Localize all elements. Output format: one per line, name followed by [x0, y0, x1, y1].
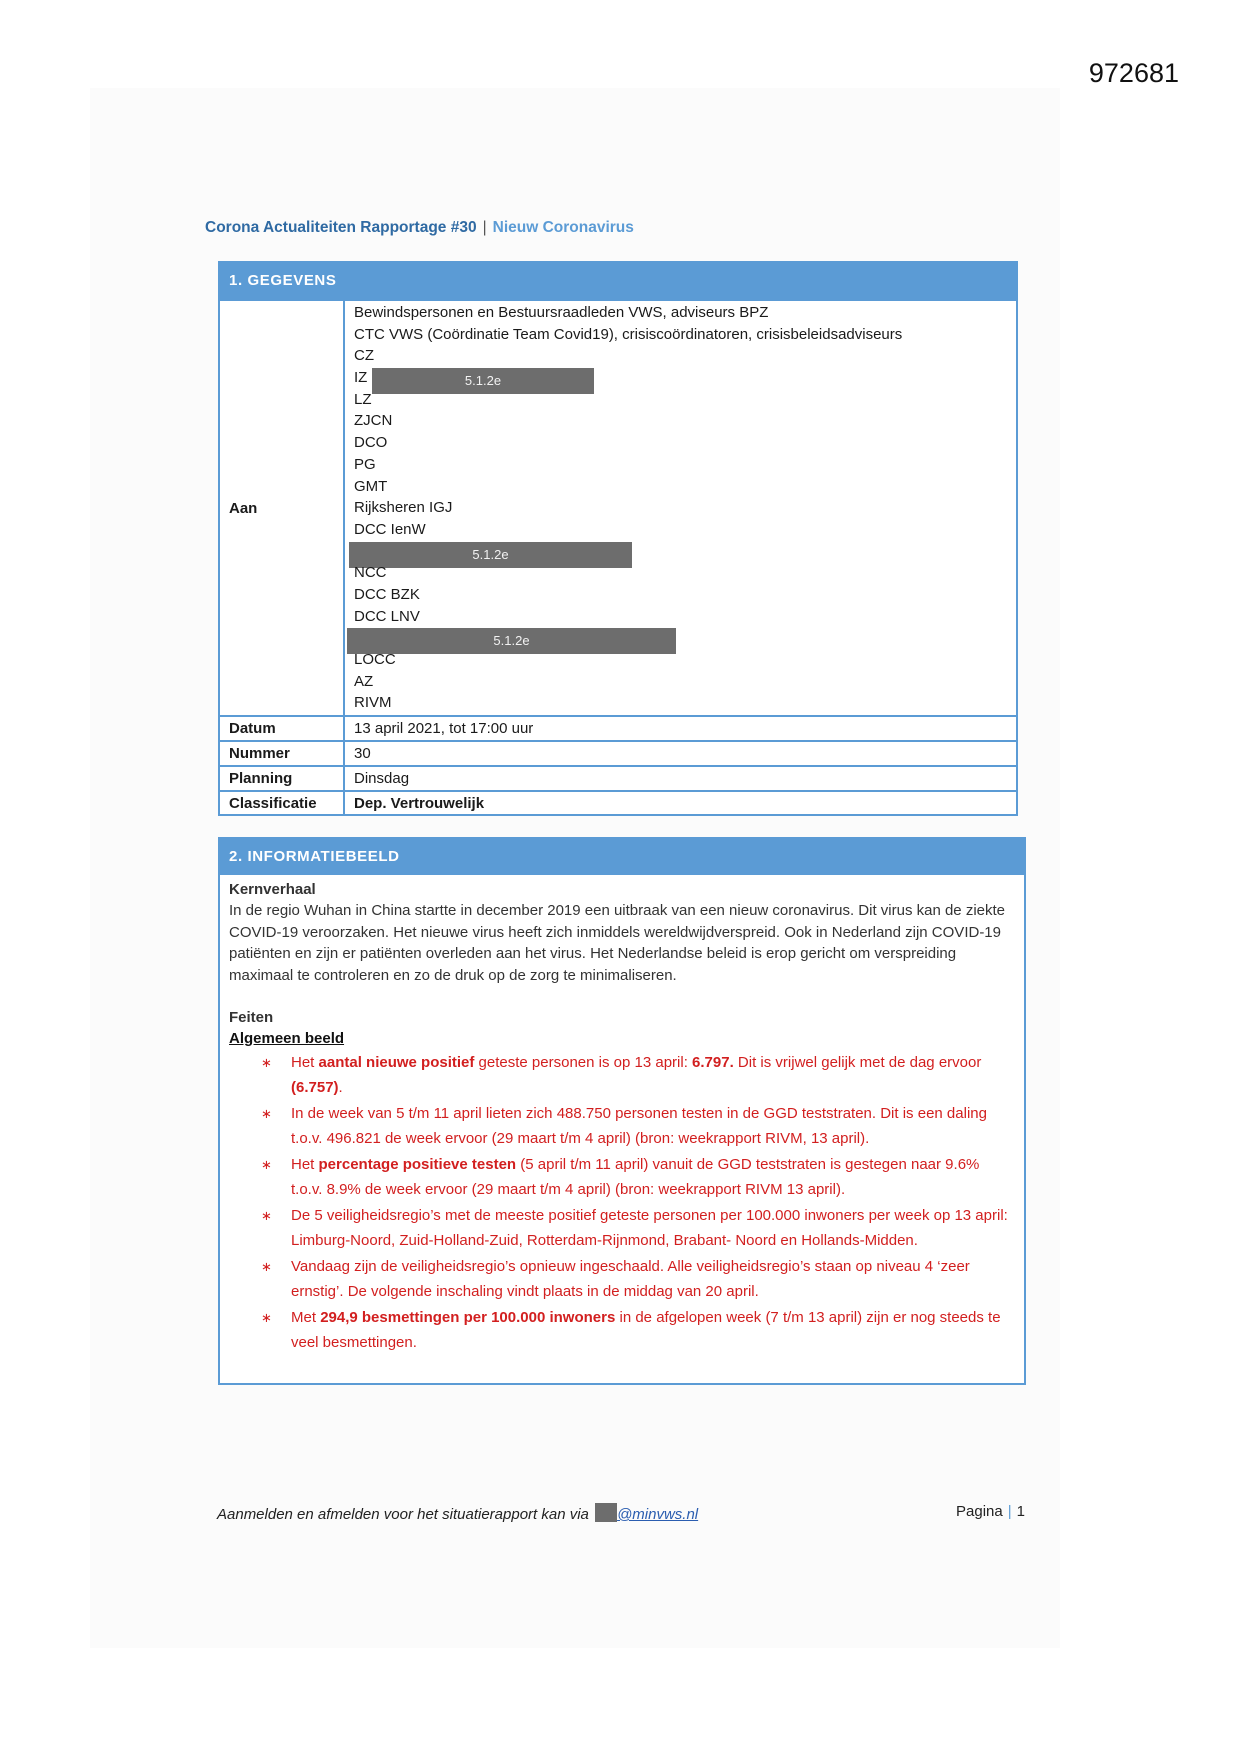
list-item	[354, 627, 1016, 649]
email-link[interactable]: @minvws.nl	[617, 1506, 699, 1523]
list-item	[229, 1152, 1014, 1202]
row-value: Dep. Vertrouwelijk	[354, 795, 485, 813]
subheading-algemeen-beeld: Algemeen beeld	[229, 1029, 345, 1047]
bullet-icon: ∗	[261, 1054, 272, 1070]
kernverhaal-text: In de regio Wuhan in China startte in december 2019 een uitbraak van een nieuw coronavirus. Dit virus kan de ziekte COVID-19 veroorzaken. Het nieuwe virus heeft zich inmiddels wereldwijdverspreid. Ook in Nederland zijn COVID-19 patiënten en zijn er patiënten overleden aan het virus. Het Nederlandse beleid is erop gericht om verspreiding maximaal te controleren en zo de druk op de zorg te minimaliseren.	[229, 902, 1006, 985]
list-item: GMT	[354, 477, 388, 495]
redaction-box: 5.1.2e	[347, 628, 676, 654]
document-number: 972681	[1088, 58, 1179, 88]
list-item	[354, 367, 1016, 389]
redaction-box: 5.1.2e	[349, 542, 632, 568]
page-number-value: 1	[1016, 1503, 1025, 1520]
list-item: AZ	[354, 672, 374, 690]
list-item: LOCC	[354, 651, 396, 668]
gegevens-table	[220, 299, 1016, 815]
table-row-nummer	[220, 742, 1016, 767]
list-item: Bewindspersonen en Bestuursraadleden VWS, adviseurs BPZ	[354, 304, 769, 321]
report-subtitle: Nieuw Coronavirus	[492, 219, 634, 236]
subheading-feiten: Feiten	[229, 1008, 274, 1026]
list-item: CTC VWS (Coördinatie Team Covid19), crisiscoördinatoren, crisisbeleidsadviseurs	[354, 325, 903, 343]
bullet-icon: ∗	[261, 1258, 272, 1274]
list-item: DCC LNV	[354, 607, 420, 625]
section-informatiebeeld	[218, 837, 1026, 1385]
text: .	[338, 1078, 343, 1096]
list-item: RIVM	[354, 694, 392, 712]
report-header	[205, 219, 634, 237]
list-item: Rijksheren IGJ	[354, 499, 453, 517]
bullet-icon: ∗	[261, 1156, 272, 1172]
list-item: PG	[354, 455, 376, 473]
emphasis: percentage positieve testen	[318, 1155, 517, 1173]
section-title: 1. GEGEVENS	[220, 263, 1016, 299]
table-row-aan	[220, 301, 1016, 717]
list-item	[229, 1050, 1014, 1100]
row-label: Nummer	[220, 742, 345, 765]
text: Dit is vrijwel gelijk met de dag ervoor	[733, 1053, 982, 1071]
row-value: 30	[354, 745, 371, 763]
page-label: Pagina	[956, 1503, 1003, 1520]
text: Het	[291, 1155, 319, 1173]
text: Vandaag zijn de veiligheidsregio’s opnieuw ingeschaald. Alle veiligheidsregio’s staan op niveau 4 ‘zeer ernstig’. De volgende inschaling vindt plaats in de middag van 20 april.	[291, 1257, 970, 1300]
list-item: CZ	[354, 347, 374, 365]
list-item	[354, 541, 1016, 563]
list-item	[229, 1101, 1014, 1151]
text: (5 april t/m 11 april) vanuit de GGD teststraten is gestegen naar 9.6% t.o.v. 8.9% de week ervoor (29 maart t/m 4 april) (bron: weekrapport RIVM 13 april).	[291, 1155, 980, 1198]
subheading-kernverhaal: Kernverhaal	[229, 881, 316, 898]
row-value: Dinsdag	[354, 770, 410, 788]
text: geteste personen is op 13 april:	[474, 1053, 693, 1071]
text: In de week van 5 t/m 11 april lieten zich 488.750 personen testen in de GGD teststraten. Dit is een daling t.o.v. 496.821 de week ervoor (29 maart t/m 4 april) (bron: weekrapport RIVM, 13 april).	[291, 1104, 987, 1147]
footer-text: Aanmelden en afmelden voor het situatierapport kan via	[217, 1506, 594, 1523]
table-row-planning	[220, 767, 1016, 792]
text: Het	[291, 1053, 319, 1071]
emphasis: (6.757)	[291, 1078, 339, 1096]
row-value: 13 april 2021, tot 17:00 uur	[354, 720, 534, 738]
table-row-classificatie	[220, 792, 1016, 815]
section-body	[220, 875, 1024, 1355]
bullet-icon: ∗	[261, 1309, 272, 1325]
text: in de afgelopen week (7 t/m 13 april) zijn er nog steeds te veel besmettingen.	[291, 1308, 1001, 1351]
footer-subscribe-note	[217, 1503, 698, 1523]
list-item	[229, 1203, 1014, 1253]
facts-list	[229, 1050, 1014, 1355]
list-item-text: IZ	[354, 369, 368, 387]
page-number	[956, 1503, 1025, 1520]
bullet-icon: ∗	[261, 1207, 272, 1223]
text: Met	[291, 1308, 321, 1326]
list-item	[229, 1305, 1014, 1355]
emphasis: 294,9 besmettingen per 100.000 inwoners	[320, 1308, 616, 1326]
row-label: Aan	[220, 301, 345, 715]
report-title: Corona Actualiteiten Rapportage #30	[205, 219, 477, 236]
text: De 5 veiligheidsregio’s met de meeste positief geteste personen per 100.000 inwoners per week op 13 april: Limburg-Noord, Zuid-Holland-Zuid, Rotterdam-Rijnmond, Brabant- Noord en Hollands-Midden.	[291, 1206, 1008, 1249]
page-separator: |	[1007, 1503, 1012, 1520]
row-label: Planning	[220, 767, 345, 790]
list-item: DCC BZK	[354, 585, 420, 603]
list-item: NCC	[354, 564, 387, 582]
row-label: Classificatie	[220, 792, 345, 815]
list-item: DCO	[354, 434, 388, 452]
emphasis: 6.797.	[692, 1053, 734, 1071]
list-item: LZ	[354, 390, 372, 408]
bullet-icon: ∗	[261, 1105, 272, 1121]
recipient-list	[345, 301, 1016, 715]
table-row-datum	[220, 717, 1016, 742]
emphasis: aantal nieuwe positief	[318, 1053, 475, 1071]
section-title: 2. INFORMATIEBEELD	[220, 839, 1024, 875]
redaction-box	[595, 1503, 617, 1522]
header-separator: |	[482, 219, 487, 236]
list-item: DCC IenW	[354, 520, 426, 538]
redaction-box: 5.1.2e	[372, 368, 594, 394]
list-item: ZJCN	[354, 412, 393, 430]
section-gegevens	[218, 261, 1018, 816]
list-item	[229, 1254, 1014, 1304]
row-label: Datum	[220, 717, 345, 740]
